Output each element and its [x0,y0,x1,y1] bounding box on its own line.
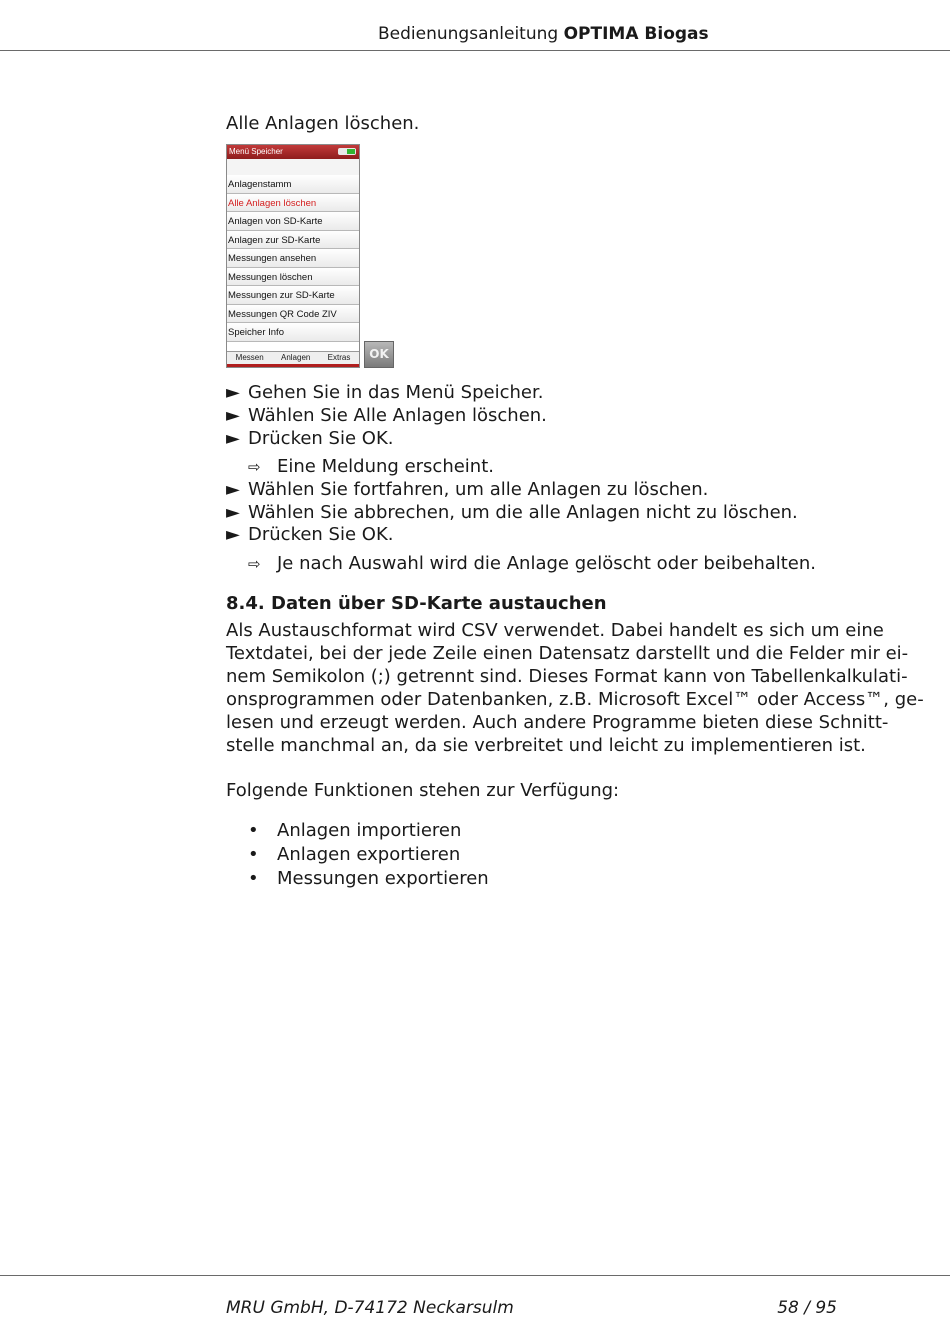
device-menu-item-label: Anlagen von SD-Karte [228,216,323,227]
device-menu-item-label: Anlagen zur SD-Karte [228,234,321,246]
play-arrow-icon: ► [226,382,240,403]
result-arrow-icon: ⇨ [248,458,261,476]
body-paragraph [226,619,924,757]
step-action [226,502,798,523]
device-menu-item[interactable] [227,268,359,287]
play-arrow-icon: ► [226,524,240,545]
section-heading [226,593,607,614]
page-header [0,22,950,51]
section-number: 8.4. [226,593,265,614]
step-action [226,524,393,545]
header-title [378,24,709,44]
bullet-icon: • [248,844,259,865]
paragraph-line: Als Austauschformat wird CSV verwendet. Dabei handelt es sich um eine [226,620,884,641]
play-arrow-icon: ► [226,428,240,449]
list-item [226,844,489,868]
device-menu-item-label: Messungen löschen [228,271,313,283]
section-title: Daten über SD-Karte austauchen [271,593,607,614]
step-action [226,428,393,449]
tab-anlagen[interactable]: Anlagen [280,353,311,362]
device-menu-item-label: Anlagenstamm [228,179,292,190]
device-menu-item-label: Alle Anlagen löschen [228,197,317,209]
device-menu-item[interactable] [227,305,359,324]
step-text: Wählen Sie fortfahren, um alle Anlagen zu löschen. [248,479,709,500]
play-arrow-icon: ► [226,502,240,523]
device-title-bar [227,145,359,159]
play-arrow-icon: ► [226,405,240,426]
bullet-icon: • [248,868,259,889]
device-spacer [227,159,359,175]
device-menu-item[interactable] [227,175,359,194]
paragraph-line: nem Semikolon (;) getrennt sind. Dieses Format kann von Tabellenkalkulati- [226,666,908,687]
footer-company: MRU GmbH, D-74172 Neckarsulm [226,1298,514,1318]
step-action [226,382,543,403]
paragraph-line: lesen und erzeugt werden. Auch andere Programme bieten diese Schnitt- [226,712,889,733]
step-action [226,479,708,500]
step-result [248,553,816,574]
list-item-text: Anlagen importieren [277,820,462,841]
paragraph-line: Textdatei, bei der jede Zeile einen Datensatz darstellt und die Felder mir ei- [226,643,909,664]
device-menu-item[interactable] [227,249,359,268]
functions-list [226,820,489,892]
intro-text: Alle Anlagen löschen. [226,113,420,134]
device-menu [227,175,359,342]
list-item-text: Anlagen exportieren [277,844,461,865]
device-tab-bar [227,351,359,367]
step-result [248,456,494,477]
step-text: Drücken Sie OK. [248,428,394,449]
header-prefix: Bedienungsanleitung [378,24,564,44]
device-menu-item[interactable] [227,323,359,342]
list-item [226,820,489,844]
bullet-icon: • [248,820,259,841]
play-arrow-icon: ► [226,479,240,500]
ok-button[interactable]: OK [364,341,394,368]
step-text: Eine Meldung erscheint. [277,456,494,477]
step-text: Je nach Auswahl wird die Anlage gelöscht oder beibehalten. [277,553,817,574]
device-menu-item[interactable] [227,194,359,213]
battery-icon [338,148,356,155]
device-menu-item-label: Messungen QR Code ZIV [228,308,337,320]
device-title: Menü Speicher [229,147,283,156]
step-text: Wählen Sie abbrechen, um die alle Anlagen nicht zu löschen. [248,502,798,523]
step-text: Wählen Sie Alle Anlagen löschen. [248,405,547,426]
device-menu-item-label: Speicher Info [228,327,284,338]
step-action [226,405,547,426]
tab-extras[interactable]: Extras [327,353,351,362]
functions-intro: Folgende Funktionen stehen zur Verfügung: [226,780,620,801]
paragraph-line: stelle manchmal an, da sie verbreitet und leicht zu implementieren ist. [226,735,866,756]
header-product: OPTIMA Biogas [563,24,709,44]
list-item [226,868,489,892]
page-footer [0,1275,950,1318]
device-menu-item[interactable] [227,212,359,231]
step-text: Gehen Sie in das Menü Speicher. [248,382,544,403]
device-menu-item[interactable] [227,286,359,305]
tab-messen[interactable]: Messen [235,353,264,362]
paragraph-line: onsprogrammen oder Datenbanken, z.B. Microsoft Excel™ oder Access™, ge- [226,689,924,710]
list-item-text: Messungen exportieren [277,868,489,889]
device-screen [226,144,360,368]
result-arrow-icon: ⇨ [248,555,261,573]
device-menu-item-label: Messungen ansehen [228,253,317,264]
footer-page-number: 58 / 95 [777,1298,837,1318]
step-text: Drücken Sie OK. [248,524,394,545]
device-menu-item[interactable] [227,231,359,250]
device-menu-item-label: Messungen zur SD-Karte [228,290,335,301]
